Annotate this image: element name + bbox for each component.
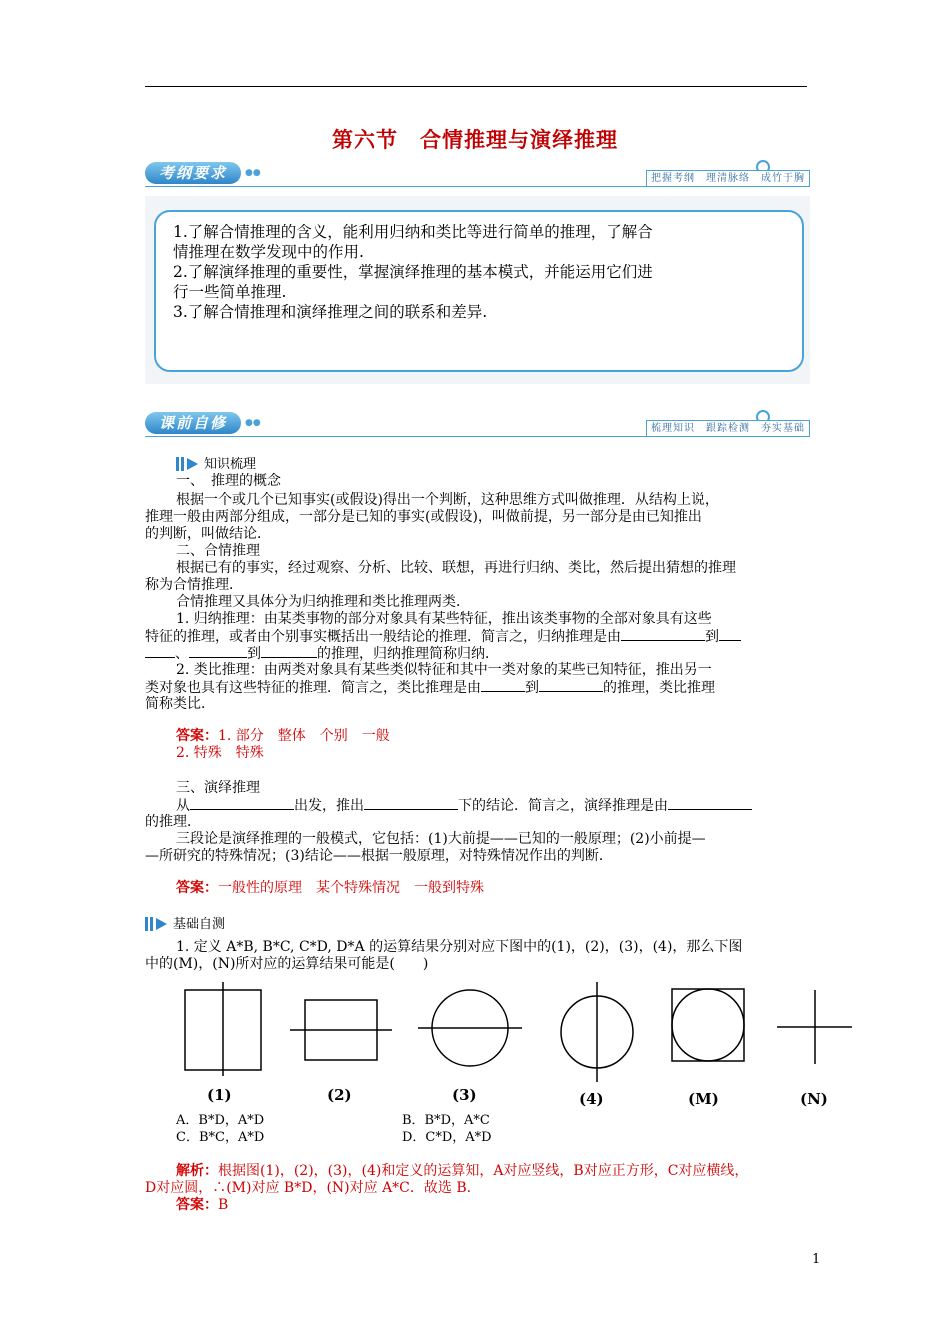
answer-text: 一般性的原理 某个特殊情况 一般到特殊	[218, 880, 484, 896]
figure-label: (1)	[207, 1086, 232, 1104]
text-fragment: 从	[176, 798, 190, 814]
selftest-heading-text: 基础自测	[173, 917, 226, 932]
explanation-line	[176, 1163, 816, 1180]
option-d[interactable]: D．C*D，A*D	[402, 1130, 492, 1145]
fill-blank	[668, 797, 752, 810]
text-fragment: 出发，推出	[294, 798, 364, 814]
s1-para	[176, 492, 816, 509]
knowledge-section	[176, 456, 816, 490]
answer-2	[176, 880, 816, 897]
page-number: 1	[812, 1252, 821, 1267]
s1-title: 一、 推理的概念	[176, 473, 281, 489]
explanation-label: 解析：	[176, 1163, 218, 1179]
dots-icon: ●●	[245, 418, 261, 428]
dots-icon: ●●	[245, 168, 261, 178]
fill-blank	[481, 679, 525, 692]
text-line: 的推理．	[145, 814, 201, 830]
fill-blank	[539, 679, 603, 692]
answer-label: 答案：	[176, 728, 218, 744]
s1-para-cont	[145, 509, 817, 543]
fill-blank	[145, 645, 175, 658]
banner-rule	[145, 436, 810, 437]
figure-m	[672, 989, 744, 1061]
answer-text: 2. 特殊 特殊	[176, 745, 264, 761]
header-rule	[145, 86, 807, 87]
figure-label: (2)	[327, 1086, 352, 1104]
figures-panel	[170, 980, 870, 1115]
text-line: 称为合情推理．	[145, 577, 243, 593]
text-line: 根据一个或几个已知事实(或假设)得出一个判断，这种思维方式叫做推理．从结构上说，	[176, 492, 719, 508]
knowledge-heading	[176, 456, 816, 473]
explanation-text: 根据图(1)，(2)，(3)，(4)和定义的运算知，A对应竖线，B对应正方形，C对应横线，	[218, 1163, 749, 1179]
page-title: 第六节 合情推理与演绎推理	[332, 128, 618, 152]
banner-hint: 梳理知识 跟踪检测 夯实基础	[646, 420, 810, 437]
banner-tag: 考纲要求	[145, 162, 241, 184]
fill-blank	[621, 628, 705, 641]
answer-text: 1. 部分 整体 个别 一般	[218, 728, 390, 744]
figure-4	[561, 982, 633, 1082]
requirement-line: 1.了解合情推理的含义，能利用归纳和类比等进行简单的推理，了解合	[173, 223, 653, 241]
section-marker-icon	[145, 916, 171, 932]
figure-3	[418, 990, 522, 1066]
text-line: 的判断，叫做结论．	[145, 526, 271, 542]
text-fragment: 类对象也具有这些特征的推理．简言之，类比推理是由	[145, 680, 481, 696]
option-a[interactable]: A．B*D，A*D	[176, 1113, 265, 1128]
text-fragment: 特征的推理，或者由个别事实概括出一般结论的推理．简言之，归纳推理是由	[145, 629, 621, 645]
text-line: 推理一般由两部分组成，一部分是已知的事实(或假设)，叫做前提，另一部分是由已知推出	[145, 509, 702, 525]
text-line: 2. 类比推理：由两类对象具有某些类似特征和其中一类对象的某些已知特征，推出另一	[176, 662, 712, 678]
figure-1	[185, 982, 261, 1076]
answer-3	[176, 1197, 816, 1214]
text-fragment: 、	[175, 646, 189, 662]
text-fragment: 的推理，类比推理	[603, 680, 715, 696]
selftest-heading	[145, 916, 785, 933]
banner-tag: 课前自修	[145, 412, 241, 434]
fill-blank	[189, 645, 247, 658]
requirement-line: 情推理在数学发现中的作用.	[173, 243, 364, 261]
text-line: 三段论是演绎推理的一般模式，它包括：(1)大前提——已知的一般原理；(2)小前提—	[176, 831, 706, 847]
section-marker-icon	[176, 456, 202, 472]
text-fragment: 到	[525, 680, 539, 696]
figure-2	[290, 1000, 392, 1060]
figure-label: (N)	[800, 1090, 828, 1108]
fill-blank	[364, 797, 458, 810]
option-b[interactable]: B．B*D，A*C	[402, 1113, 490, 1128]
exam-requirements-banner	[145, 160, 810, 190]
preview-banner	[145, 410, 810, 440]
fill-blank	[190, 797, 294, 810]
figure-label: (M)	[688, 1090, 719, 1108]
fill-blank	[719, 628, 741, 641]
answer-text: B	[218, 1197, 229, 1213]
requirements-box	[145, 196, 810, 384]
answer-label: 答案：	[176, 1197, 218, 1213]
text-line: 简称类比．	[145, 696, 215, 712]
requirement-line: 2.了解演绎推理的重要性，掌握演绎推理的基本模式，并能运用它们进	[173, 263, 653, 281]
figure-n	[777, 990, 852, 1064]
text-line: 根据已有的事实，经过观察、分析、比较、联想，再进行归纳、类比，然后提出猜想的推理	[176, 560, 736, 576]
text-line	[145, 645, 817, 663]
text-line	[145, 628, 817, 646]
option-c[interactable]: C．B*C，A*D	[176, 1130, 265, 1145]
text-fragment: 到	[247, 646, 261, 662]
banner-hint: 把握考纲 理清脉络 成竹于胸	[646, 170, 810, 187]
figure-label: (3)	[452, 1086, 477, 1104]
question-line: 中的(M)，(N)所对应的运算结果可能是( )	[145, 956, 429, 972]
requirement-line: 3.了解合情推理和演绎推理之间的联系和差异.	[173, 303, 488, 321]
text-line: 合情推理又具体分为归纳推理和类比推理两类．	[176, 594, 470, 610]
answer-1	[176, 728, 816, 762]
explanation-text: D对应圆，∴(M)对应 B*D，(N)对应 A*C．故选 B.	[145, 1180, 472, 1196]
text-line: —所研究的特殊情况；(3)结论——根据一般原理，对特殊情况作出的判断．	[145, 848, 613, 864]
text-fragment: 下的结论．简言之，演绎推理是由	[458, 798, 668, 814]
s3-title: 三、演绎推理	[176, 780, 260, 796]
text-fragment: 到	[705, 629, 719, 645]
requirement-line: 行一些简单推理.	[173, 283, 287, 301]
requirements-text	[173, 222, 753, 322]
text-fragment: 的推理，归纳推理简称归纳．	[317, 646, 499, 662]
text-line: 1. 归纳推理：由某类事物的部分对象具有某些特征，推出该类事物的全部对象具有这些	[176, 611, 712, 627]
text-line	[176, 797, 816, 815]
figure-label: (4)	[579, 1090, 604, 1108]
knowledge-heading-text: 知识梳理	[204, 457, 257, 472]
answer-label: 答案：	[176, 880, 218, 896]
fill-blank	[261, 645, 317, 658]
banner-rule	[145, 186, 810, 187]
s2-title: 二、合情推理	[176, 543, 260, 559]
text-line	[145, 679, 817, 697]
question-line: 1. 定义 A*B, B*C, C*D, D*A 的运算结果分别对应下图中的(1)，(2)，(3)，(4)，那么下图	[176, 939, 743, 955]
